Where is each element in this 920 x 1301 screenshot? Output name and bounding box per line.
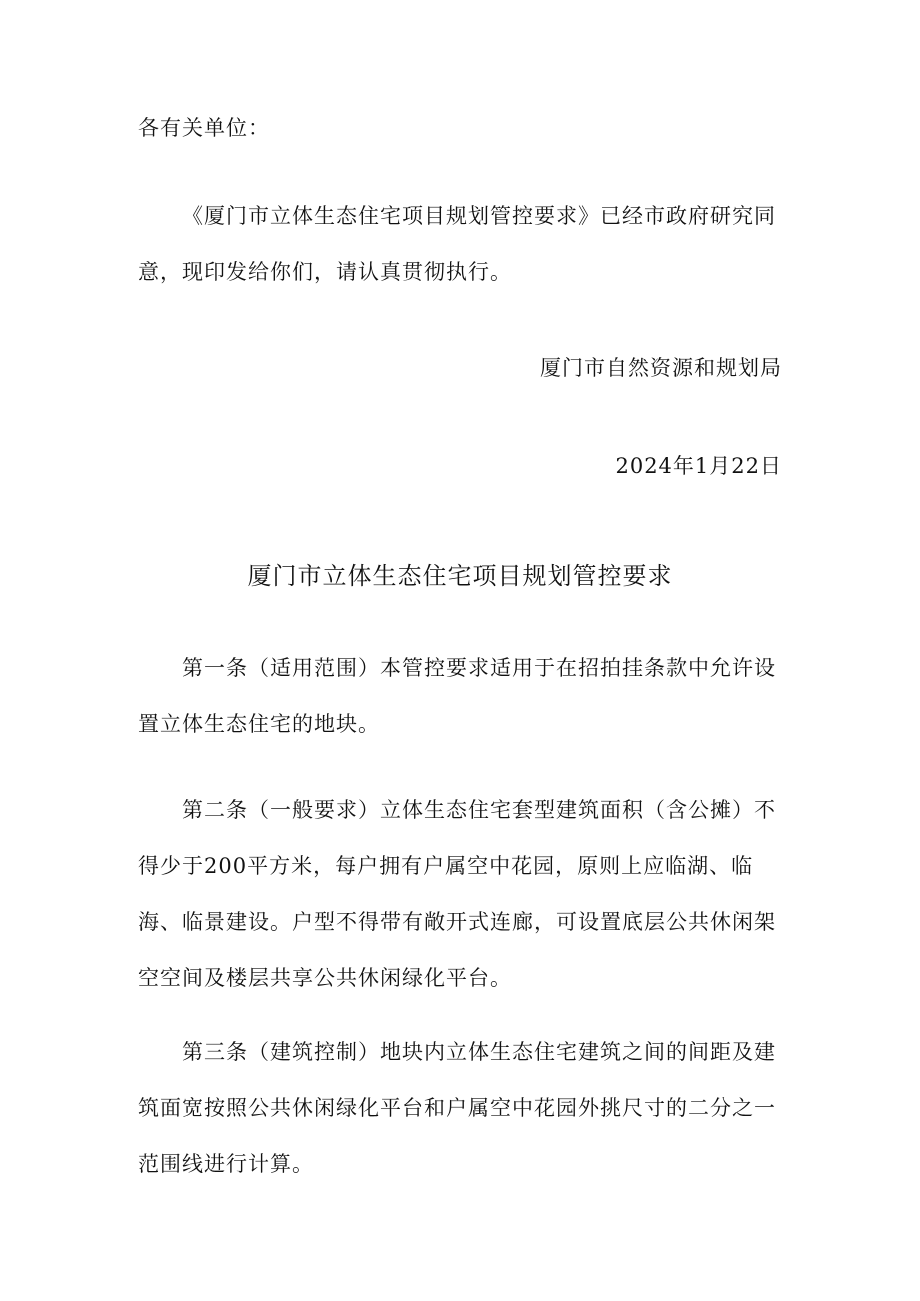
article-3: 第三条（建筑控制）地块内立体生态住宅建筑之间的间距及建筑面宽按照公共休闲绿化平台和户属空中花园外挑尺寸的二分之一范围线进行计算。: [138, 1040, 776, 1176]
issuer-signature: 厦门市自然资源和规划局: [540, 356, 782, 380]
issue-date: 2024年1月22日: [615, 454, 782, 478]
intro-paragraph: 《厦门市立体生态住宅项目规划管控要求》已经市政府研究同意，现印发给你们，请认真贯彻执行。: [138, 204, 776, 284]
article-1: 第一条（适用范围）本管控要求适用于在招拍挂条款中允许设置立体生态住宅的地块。: [138, 656, 776, 736]
salutation: 各有关单位：: [138, 116, 270, 140]
document-title: 厦门市立体生态住宅项目规划管控要求: [247, 562, 673, 590]
article-2: 第二条（一般要求）立体生态住宅套型建筑面积（含公摊）不得少于200平方米，每户拥有户属空中花园，原则上应临湖、临海、临景建设。户型不得带有敞开式连廊，可设置底层公共休闲架空空间及楼层共享公共休闲绿化平台。: [138, 798, 776, 990]
